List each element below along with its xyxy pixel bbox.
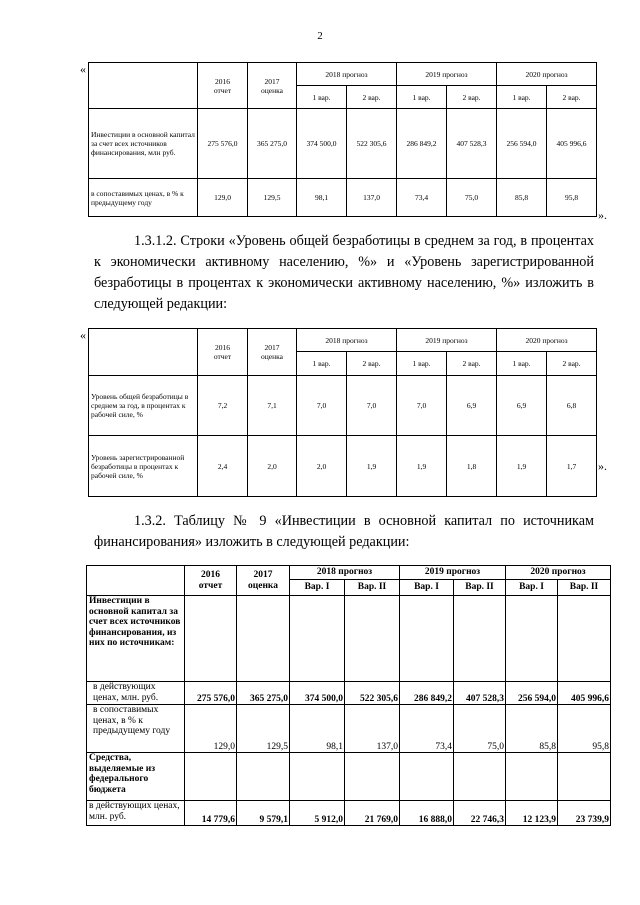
page-number: 2 — [317, 30, 323, 42]
cell: 365 275,0 — [248, 109, 297, 179]
investment-table-9 — [86, 565, 611, 826]
header-2019: 2019 прогноз — [400, 566, 506, 580]
cell: 75,0 — [454, 705, 506, 753]
cell: 365 275,0 — [237, 682, 290, 705]
var-2: 2 вар. — [447, 86, 497, 109]
cell: 1,9 — [347, 436, 397, 497]
var-i: Вар. I — [400, 580, 454, 596]
var-1: 1 вар. — [497, 352, 547, 376]
cell: 98,1 — [297, 179, 347, 217]
row-label: в действующих ценах, млн. руб. — [87, 801, 185, 826]
cell: 6,9 — [447, 376, 497, 436]
cell: 7,0 — [297, 376, 347, 436]
row-label: в действующих ценах, млн. руб. — [87, 682, 185, 705]
cell: 1,7 — [547, 436, 597, 497]
cell: 12 123,9 — [506, 801, 558, 826]
header-2019: 2019 прогноз — [397, 63, 497, 86]
section-federal-budget: Средства, выделяемые из федерального бюджета — [87, 753, 185, 801]
cell: 286 849,2 — [397, 109, 447, 179]
cell: 85,8 — [506, 705, 558, 753]
row-label: Инвестиции в основной капитал за счет всех источников финансирования, млн руб. — [89, 109, 198, 179]
var-ii: Вар. II — [454, 580, 506, 596]
header-2020: 2020 прогноз — [497, 63, 597, 86]
cell: 95,8 — [547, 179, 597, 217]
cell: 73,4 — [397, 179, 447, 217]
cell: 98,1 — [290, 705, 345, 753]
cell: 256 594,0 — [506, 682, 558, 705]
header-blank — [89, 63, 198, 109]
section-total-investment: Инвестиции в основной капитал за счет всех источников финансирования, из них по источникам: — [87, 596, 185, 682]
cell: 129,5 — [248, 179, 297, 217]
var-2: 2 вар. — [547, 352, 597, 376]
cell: 9 579,1 — [237, 801, 290, 826]
cell: 129,0 — [198, 179, 248, 217]
cell: 6,8 — [547, 376, 597, 436]
var-1: 1 вар. — [297, 352, 347, 376]
header-2016: 2016 отчет — [198, 63, 248, 109]
cell: 407 528,3 — [447, 109, 497, 179]
paragraph-1-3-2: 1.3.2. Таблицу № 9 «Инвестиции в основной капитал по источникам финансирования» изложить в следующей редакции: — [94, 513, 594, 550]
cell: 75,0 — [447, 179, 497, 217]
cell: 374 500,0 — [297, 109, 347, 179]
var-2: 2 вар. — [347, 352, 397, 376]
cell: 286 849,2 — [400, 682, 454, 705]
cell: 137,0 — [345, 705, 400, 753]
var-1: 1 вар. — [297, 86, 347, 109]
cell: 137,0 — [347, 179, 397, 217]
var-ii: Вар. II — [558, 580, 611, 596]
cell: 2,0 — [297, 436, 347, 497]
cell: 405 996,6 — [558, 682, 611, 705]
unemployment-table — [88, 328, 597, 497]
cell: 522 305,6 — [347, 109, 397, 179]
header-2018: 2018 прогноз — [297, 63, 397, 86]
var-1: 1 вар. — [397, 86, 447, 109]
header-blank — [89, 329, 198, 376]
cell: 7,2 — [198, 376, 248, 436]
header-2016: 2016 отчет — [185, 566, 237, 596]
var-2: 2 вар. — [547, 86, 597, 109]
cell: 7,0 — [347, 376, 397, 436]
header-2017: 2017 оценка — [248, 63, 297, 109]
cell: 95,8 — [558, 705, 611, 753]
header-2018: 2018 прогноз — [290, 566, 400, 580]
var-i: Вар. I — [506, 580, 558, 596]
cell: 374 500,0 — [290, 682, 345, 705]
header-2017: 2017 оценка — [237, 566, 290, 596]
close-quote-1: ». — [598, 208, 607, 222]
header-2017: 2017 оценка — [248, 329, 297, 376]
header-blank — [87, 566, 185, 596]
cell: 129,0 — [185, 705, 237, 753]
open-quote-1: « — [80, 62, 86, 76]
close-quote-2: ». — [598, 459, 607, 473]
cell: 14 779,6 — [185, 801, 237, 826]
var-2: 2 вар. — [447, 352, 497, 376]
paragraph-1-3-1-2: 1.3.1.2. Строки «Уровень общей безработицы в среднем за год, в процентах к экономически активному населению, %» и «Уровень зарегистрированной безработицы в процентах к экономически активному населению, %» изложить в следующей редакции: — [94, 233, 594, 312]
cell: 129,5 — [237, 705, 290, 753]
cell: 256 594,0 — [497, 109, 547, 179]
var-ii: Вар. II — [345, 580, 400, 596]
header-2020: 2020 прогноз — [506, 566, 611, 580]
cell: 407 528,3 — [454, 682, 506, 705]
cell: 85,8 — [497, 179, 547, 217]
cell: 6,9 — [497, 376, 547, 436]
cell: 7,1 — [248, 376, 297, 436]
cell: 405 996,6 — [547, 109, 597, 179]
row-label: в сопоставимых ценах, в % к предыдущему году — [87, 705, 185, 753]
row-label: в сопоставимых ценах, в % к предыдущему году — [89, 179, 198, 217]
cell: 275 576,0 — [198, 109, 248, 179]
cell: 1,9 — [397, 436, 447, 497]
cell: 5 912,0 — [290, 801, 345, 826]
cell: 73,4 — [400, 705, 454, 753]
cell: 1,9 — [497, 436, 547, 497]
header-2019: 2019 прогноз — [397, 329, 497, 352]
cell: 522 305,6 — [345, 682, 400, 705]
row-label: Уровень общей безработицы в среднем за год, в процентах к рабочей силе, % — [89, 376, 198, 436]
var-1: 1 вар. — [397, 352, 447, 376]
var-1: 1 вар. — [497, 86, 547, 109]
cell: 275 576,0 — [185, 682, 237, 705]
cell: 21 769,0 — [345, 801, 400, 826]
cell: 7,0 — [397, 376, 447, 436]
cell: 23 739,9 — [558, 801, 611, 826]
var-2: 2 вар. — [347, 86, 397, 109]
header-2016: 2016 отчет — [198, 329, 248, 376]
cell: 1,8 — [447, 436, 497, 497]
investment-table-small — [88, 62, 597, 217]
cell: 16 888,0 — [400, 801, 454, 826]
var-i: Вар. I — [290, 580, 345, 596]
cell: 2,0 — [248, 436, 297, 497]
open-quote-2: « — [80, 328, 86, 342]
row-label: Уровень зарегистрированной безработицы в процентах к рабочей силе, % — [89, 436, 198, 497]
header-2018: 2018 прогноз — [297, 329, 397, 352]
header-2020: 2020 прогноз — [497, 329, 597, 352]
cell: 2,4 — [198, 436, 248, 497]
cell: 22 746,3 — [454, 801, 506, 826]
